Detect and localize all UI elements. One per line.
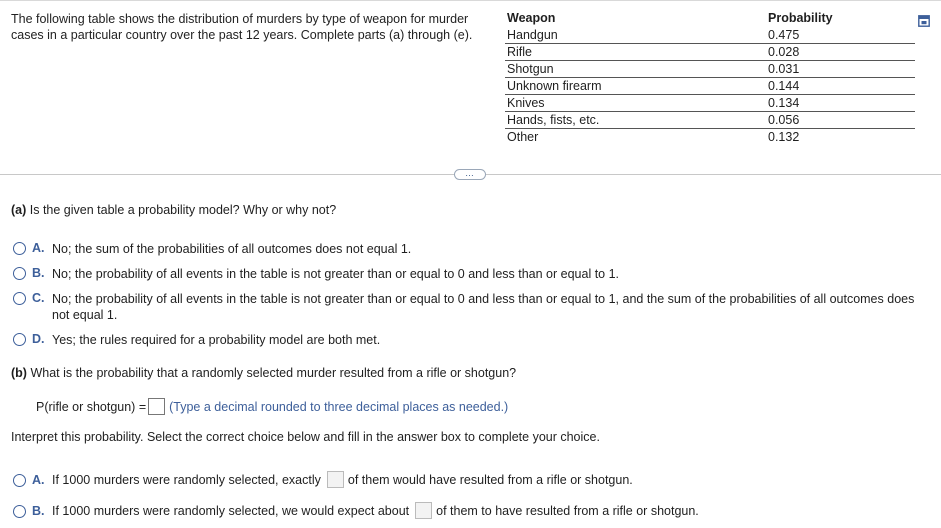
radio-button[interactable] bbox=[13, 474, 26, 487]
part-a-option-d[interactable] bbox=[13, 332, 380, 348]
option-text-after: of them would have resulted from a rifle or shotgun. bbox=[347, 472, 633, 487]
probability-cell: 0.028 bbox=[768, 45, 800, 59]
answer-hint: (Type a decimal rounded to three decimal places as needed.) bbox=[169, 399, 509, 414]
probability-answer-box[interactable] bbox=[148, 398, 165, 415]
option-text-before: If 1000 murders were randomly selected, exactly bbox=[52, 472, 321, 487]
part-b-text: What is the probability that a randomly selected murder resulted from a rifle or shotgun? bbox=[30, 366, 517, 380]
table-row bbox=[505, 112, 915, 129]
part-b-question bbox=[11, 366, 516, 380]
table-row bbox=[505, 27, 915, 44]
part-a-text: Is the given table a probability model? Why or why not? bbox=[29, 203, 337, 217]
probability-cell: 0.144 bbox=[768, 79, 800, 93]
part-b-option-a[interactable] bbox=[13, 471, 633, 488]
option-text: No; the probability of all events in the table is not greater than or equal to 0 and less than or equal to 1. bbox=[52, 267, 620, 281]
weapon-cell: Other bbox=[507, 130, 539, 144]
radio-button[interactable] bbox=[13, 242, 26, 255]
probability-label: P(rifle or shotgun) = bbox=[36, 399, 147, 414]
count-answer-box[interactable] bbox=[415, 502, 432, 519]
part-a-option-a[interactable] bbox=[13, 241, 411, 257]
option-letter: A. bbox=[32, 241, 45, 255]
table-row bbox=[505, 129, 915, 146]
option-text: No; the probability of all events in the table is not greater than or equal to 0 and less than or equal to 1, and the sum of the probabilities of all outcomes does not equal 1. bbox=[52, 292, 915, 322]
probability-cell: 0.132 bbox=[768, 130, 800, 144]
radio-button[interactable] bbox=[13, 267, 26, 280]
interpret-instruction: Interpret this probability. Select the correct choice below and fill in the answer box to complete your choice. bbox=[11, 430, 600, 444]
probability-cell: 0.031 bbox=[768, 62, 800, 76]
table-row bbox=[505, 61, 915, 78]
option-letter: B. bbox=[32, 266, 45, 280]
option-letter: C. bbox=[32, 291, 45, 305]
weapon-cell: Handgun bbox=[507, 28, 558, 42]
table-row bbox=[505, 44, 915, 61]
radio-button[interactable] bbox=[13, 333, 26, 346]
column-header-weapon: Weapon bbox=[507, 11, 556, 25]
copy-data-icon[interactable] bbox=[918, 15, 930, 27]
part-b-label: (b) bbox=[11, 366, 27, 380]
column-header-probability: Probability bbox=[768, 11, 833, 25]
weapon-cell: Unknown firearm bbox=[507, 79, 602, 93]
part-b-option-b[interactable] bbox=[13, 502, 699, 519]
probability-cell: 0.475 bbox=[768, 28, 800, 42]
table-row bbox=[505, 78, 915, 95]
weapon-cell: Hands, fists, etc. bbox=[507, 113, 600, 127]
count-answer-box[interactable] bbox=[327, 471, 344, 488]
top-border bbox=[0, 0, 941, 1]
option-letter: B. bbox=[32, 503, 45, 518]
option-letter: D. bbox=[32, 332, 45, 346]
table-header-row bbox=[505, 10, 915, 27]
part-a-option-c[interactable] bbox=[13, 291, 928, 323]
probability-cell: 0.134 bbox=[768, 96, 800, 110]
weapon-cell: Rifle bbox=[507, 45, 533, 59]
option-text-after: of them to have resulted from a rifle or shotgun. bbox=[436, 503, 699, 518]
option-letter: A. bbox=[32, 472, 45, 487]
part-a-question bbox=[11, 203, 336, 217]
probability-cell: 0.056 bbox=[768, 113, 800, 127]
probability-answer-line bbox=[36, 398, 508, 415]
part-a-option-b[interactable] bbox=[13, 266, 619, 282]
option-text: No; the sum of the probabilities of all outcomes does not equal 1. bbox=[52, 242, 412, 256]
radio-button[interactable] bbox=[13, 505, 26, 518]
part-a-label: (a) bbox=[11, 203, 27, 217]
option-text: Yes; the rules required for a probability model are both met. bbox=[52, 333, 381, 347]
weapon-cell: Knives bbox=[507, 96, 545, 110]
radio-button[interactable] bbox=[13, 292, 26, 305]
option-text-before: If 1000 murders were randomly selected, we would expect about bbox=[52, 503, 410, 518]
problem-intro: The following table shows the distribution of murders by type of weapon for murder cases in a particular country over the past 12 years. Complete parts (a) through (e). bbox=[11, 12, 473, 42]
expand-more-button[interactable]: … bbox=[454, 169, 486, 180]
table-row bbox=[505, 95, 915, 112]
weapon-probability-table bbox=[505, 10, 915, 146]
weapon-cell: Shotgun bbox=[507, 62, 554, 76]
